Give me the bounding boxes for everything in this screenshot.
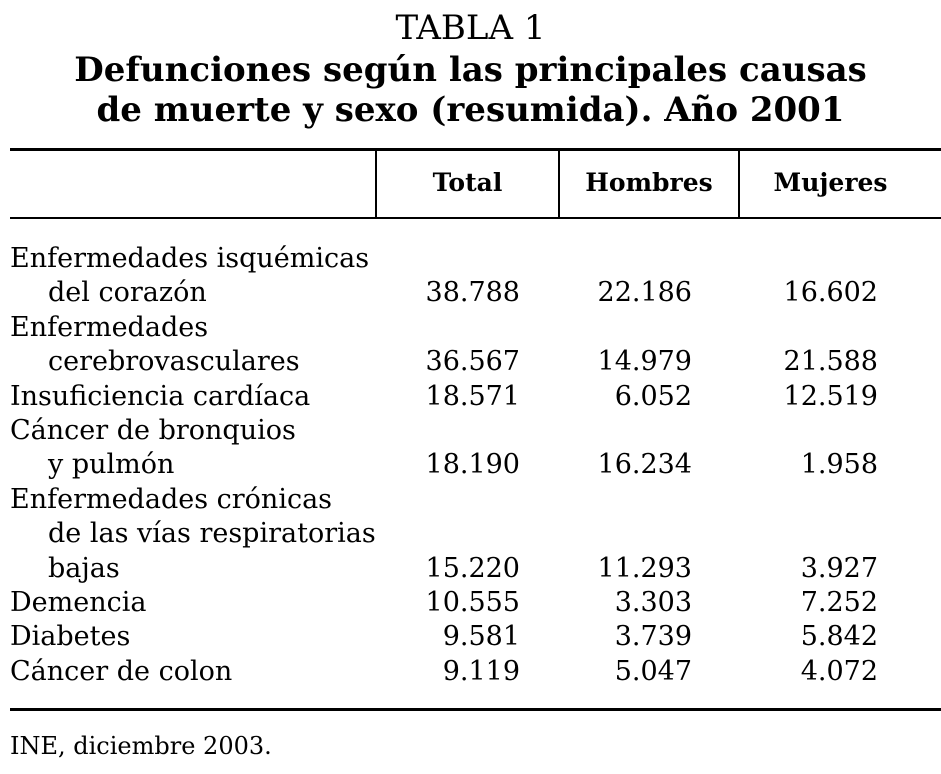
column-header-mujeres: Mujeres (773, 168, 888, 197)
table-caption: TABLA 1 (395, 8, 546, 48)
cell-mujeres: 1.958 (800, 449, 878, 481)
row-label: Enfermedades crónicas (10, 483, 333, 515)
table-row (0, 655, 941, 689)
cell-mujeres: 4.072 (800, 655, 878, 687)
cell-mujeres: 3.927 (800, 552, 878, 584)
table-row-continuation (0, 552, 941, 586)
cell-hombres: 6.052 (614, 380, 692, 412)
cell-total: 38.788 (425, 277, 520, 309)
column-header-hombres: Hombres (585, 168, 713, 197)
table-row (0, 414, 941, 448)
cell-mujeres: 5.842 (800, 621, 878, 653)
cell-mujeres: 21.588 (783, 346, 878, 378)
row-label: Insuficiencia cardíaca (10, 380, 311, 412)
cell-mujeres: 7.252 (800, 587, 878, 618)
row-label: Enfermedades isquémicas (10, 243, 370, 274)
row-label: Cáncer de bronquios (10, 415, 296, 446)
column-header-total: Total (432, 168, 503, 197)
table-row-continuation (0, 517, 941, 551)
row-label: cerebrovasculares (48, 346, 300, 378)
table-row (0, 311, 941, 345)
table-row (0, 586, 941, 620)
row-label: Enfermedades (10, 311, 209, 343)
cell-hombres: 11.293 (597, 552, 692, 584)
row-label: Demencia (10, 587, 147, 618)
table-row-continuation (0, 448, 941, 482)
cell-total: 15.220 (425, 552, 520, 584)
cell-total: 18.571 (425, 380, 520, 412)
table-row (0, 620, 941, 654)
header-rule (10, 217, 941, 219)
cell-hombres: 3.739 (614, 621, 692, 653)
cell-hombres: 5.047 (614, 655, 692, 687)
cell-total: 10.555 (425, 587, 520, 618)
row-label: bajas (48, 552, 120, 584)
cell-hombres: 22.186 (597, 277, 692, 309)
bottom-rule (10, 708, 941, 711)
table-row (0, 380, 941, 414)
table-row-continuation (0, 345, 941, 379)
row-label: Diabetes (10, 621, 131, 653)
row-label: de las vías respiratorias (48, 518, 376, 550)
cell-total: 9.119 (442, 655, 520, 687)
table-row (0, 242, 941, 276)
top-rule (10, 148, 941, 151)
table-row-continuation (0, 276, 941, 310)
row-label: del corazón (48, 277, 207, 309)
row-label: y pulmón (48, 449, 175, 481)
table-title-line-2: de muerte y sexo (resumida). Año 2001 (96, 90, 845, 130)
row-label: Cáncer de colon (10, 655, 233, 687)
cell-hombres: 3.303 (614, 587, 692, 618)
table-title (0, 50, 941, 130)
cell-mujeres: 16.602 (783, 277, 878, 309)
table-title-line-1: Defunciones según las principales causas (74, 50, 867, 90)
cell-total: 18.190 (425, 449, 520, 481)
cell-mujeres: 12.519 (783, 380, 878, 412)
source-note: INE, diciembre 2003. (10, 732, 272, 760)
cell-hombres: 14.979 (597, 346, 692, 378)
table-row (0, 483, 941, 517)
cell-total: 9.581 (442, 621, 520, 653)
cell-total: 36.567 (425, 346, 520, 378)
cell-hombres: 16.234 (597, 449, 692, 481)
